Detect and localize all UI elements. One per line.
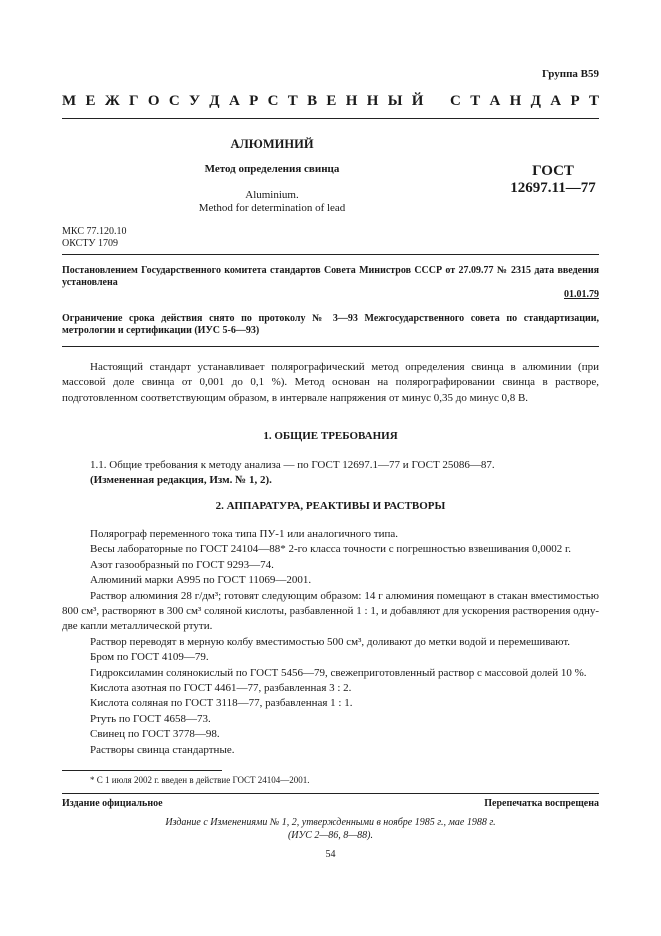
banner-letter: Н: [345, 92, 358, 109]
intro-rule: [62, 346, 599, 347]
section-1-body: [62, 458, 599, 489]
banner-letter: Т: [588, 92, 599, 109]
section-2-heading: 2. АППАРАТУРА, РЕАКТИВЫ И РАСТВОРЫ: [215, 500, 446, 512]
reprint-prohibited-label: Перепечатка воспрещена: [484, 798, 599, 809]
banner-letter: М: [62, 92, 77, 109]
section-2-item: Азот газообразный по ГОСТ 9293—74.: [90, 558, 274, 571]
gost-code: 12697.11—77: [510, 180, 596, 196]
banner-letter: С: [267, 92, 279, 109]
official-edition-label: Издание официальное: [62, 798, 163, 809]
english-title-line-1: Aluminium.: [245, 189, 299, 201]
banner-letter: У: [188, 92, 200, 109]
okstu-code: ОКСТУ 1709: [62, 238, 119, 249]
section-2-item: Ртуть по ГОСТ 4658—73.: [90, 712, 211, 725]
section-2-item: Растворы свинца стандартные.: [90, 743, 235, 756]
banner-letter: С: [168, 92, 180, 109]
section-1-revision: (Измененная редакция, Изм. № 1, 2).: [90, 474, 272, 487]
section-2-item: Весы лабораторные по ГОСТ 24104—88* 2-го класса точности с погрешностью взвешивания 0,0002 г.: [90, 543, 571, 556]
section-2-item: Гидроксиламин солянокислый по ГОСТ 5456—79, свежеприготовленный раствор с массовой долей 10 %.: [90, 666, 587, 679]
gost-number: [498, 163, 608, 197]
page-number: 54: [325, 849, 336, 860]
banner-letter: Р: [249, 92, 259, 109]
banner-letter: Е: [326, 92, 337, 109]
restriction-text: Ограничение срока действия снято по протоколу № 3—93 Межгосударственного совета по стандартизации, метрологии и сертификации (ИУС 5-6—93): [62, 313, 599, 336]
section-2-item: Полярограф переменного тока типа ПУ-1 или аналогичного типа.: [90, 528, 398, 540]
banner-letter: Н: [509, 92, 522, 109]
group-code: Группа В59: [541, 68, 599, 80]
banner-letter: О: [147, 92, 160, 109]
banner-letter: А: [550, 92, 562, 109]
intro-paragraph: [62, 360, 599, 406]
banner-letter: Р: [570, 92, 580, 109]
section-2-item: Раствор переводят в мерную колбу вместимостью 500 см³, доливают до метки водой и перемешивают.: [90, 635, 571, 648]
english-title-line-2: Method for determination of lead: [198, 202, 346, 214]
footnote-rule: [62, 770, 222, 771]
intro-text: Настоящий стандарт устанавливает полярографический метод определения свинца в алюминии (при массовой доле свинца от 0,001 до 0,1 %). Метод основан на полярографировании свинца в растворе, подготовленном соответствующим образом, в интервале напряжения от минус 0,35 до минус 0,8 В.: [62, 361, 599, 404]
banner-letter: Ы: [387, 92, 403, 109]
footer-rule: [62, 793, 599, 794]
section-1-heading: 1. ОБЩИЕ ТРЕБОВАНИЯ: [263, 430, 398, 442]
document-subtitle: Метод определения свинца: [204, 163, 340, 175]
introduction-date: 01.01.79: [564, 289, 599, 300]
codes-rule: [62, 254, 599, 255]
section-2-item: Раствор алюминия 28 г/дм³; готовят следующим образом: 14 г алюминия помещают в стакан вместимостью 800 см³, растворяют в 300 см³ соляной кислоты, разбавленной 1 : 1, и добавляют для ускорения растворения одну-две капли металлической ртути.: [62, 589, 599, 633]
footnote: * С 1 июля 2002 г. введен в действие ГОСТ 24104—2001.: [90, 775, 310, 785]
decree-text: Постановлением Государственного комитета стандартов Совета Министров СССР от 27.09.77 № 2315 дата введения установлена: [62, 265, 599, 288]
edition-note: [62, 816, 599, 842]
banner-letter: С: [450, 92, 461, 109]
section-2-item: Алюминий марки А995 по ГОСТ 11069—2001.: [90, 574, 312, 587]
banner-letter: Д: [530, 92, 541, 109]
standard-banner: [62, 90, 599, 112]
header-rule: [62, 118, 599, 119]
banner-letter: Г: [128, 92, 139, 109]
edition-line-1: Издание с Изменениями № 1, 2, утвержденными в ноябре 1985 г., мае 1988 г.: [165, 817, 496, 828]
edition-line-2: (ИУС 2—86, 8—88).: [287, 830, 374, 841]
section-2-item: Кислота азотная по ГОСТ 4461—77, разбавленная 3 : 2.: [90, 682, 352, 695]
section-2-item: Бром по ГОСТ 4109—79.: [90, 651, 209, 664]
document-title: АЛЮМИНИЙ: [230, 137, 314, 151]
banner-letter: А: [228, 92, 240, 109]
banner-letter: В: [307, 92, 318, 109]
banner-letter: Й: [411, 92, 424, 109]
section-1-paragraph: 1.1. Общие требования к методу анализа — по ГОСТ 12697.1—77 и ГОСТ 25086—87.: [90, 459, 495, 471]
section-2-body: [62, 527, 599, 758]
banner-letter: Д: [209, 92, 220, 109]
english-title: [62, 189, 482, 215]
banner-letter: Н: [366, 92, 379, 109]
banner-letter: А: [489, 92, 501, 109]
mks-code: МКС 77.120.10: [62, 226, 127, 237]
banner-letter: Ж: [104, 92, 120, 109]
banner-letter: Е: [85, 92, 96, 109]
classification-codes: [62, 226, 126, 250]
gost-label: ГОСТ: [532, 163, 574, 179]
banner-letter: Т: [287, 92, 298, 109]
banner-letter: Т: [470, 92, 481, 109]
section-2-item: Кислота соляная по ГОСТ 3118—77, разбавленная 1 : 1.: [90, 697, 353, 710]
section-2-item: Свинец по ГОСТ 3778—98.: [90, 728, 220, 741]
